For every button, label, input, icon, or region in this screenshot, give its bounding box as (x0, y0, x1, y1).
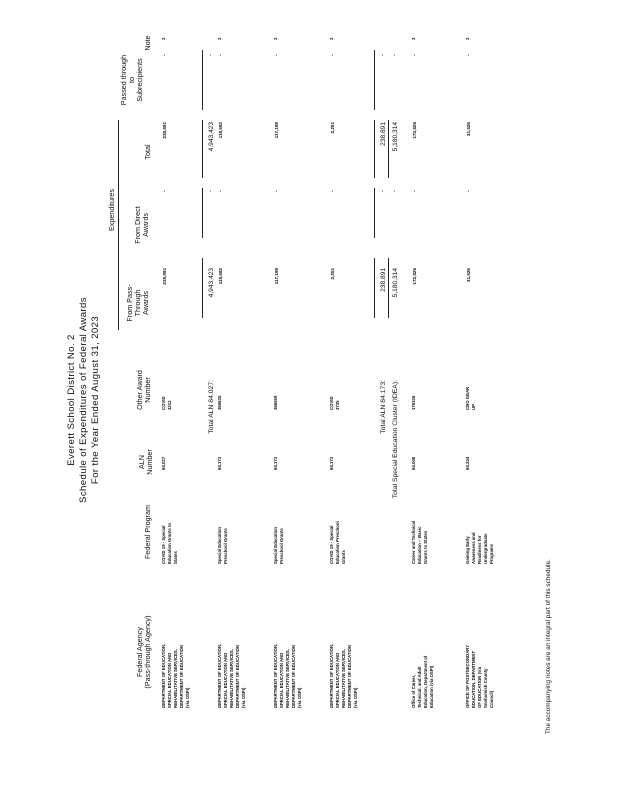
row-award-line: UP (471, 404, 476, 410)
row-agency-line: Education, Department of (423, 655, 428, 708)
col-aln-line2: Number (145, 449, 154, 475)
row-total-amount: 31,526 (466, 122, 471, 137)
total-84173-total: 238,891 (380, 122, 387, 146)
row-agency-line: DEPARTMENT OF EDUCATION (347, 644, 352, 708)
row-agency-line: REHABILITATIVE SERVICES, (173, 649, 178, 708)
row-program-line: COVID 19 - Special (161, 525, 166, 564)
total-84173-sub: - (380, 54, 386, 56)
row-total-amount: 238,891 (162, 122, 167, 139)
col-direct (134, 190, 150, 260)
row-subrecipient-amount: - (466, 54, 472, 56)
row-pass-amount: 238,891 (162, 268, 167, 285)
title-line-2: Schedule of Expenditures of Federal Awards (78, 297, 89, 503)
row-award-line: 365635 (217, 395, 222, 410)
col-award-line1: Other Award (135, 370, 144, 410)
row-total-amount: 118,682 (218, 122, 223, 139)
row-note: 3 (273, 37, 278, 40)
row-note: 3 (465, 37, 470, 40)
total-84173-rule-pass (374, 258, 375, 318)
col-sub-line2: to (127, 77, 136, 83)
total-84027-sub: - (208, 54, 214, 56)
row-agency-line: OF EDUCATION (via (477, 667, 482, 708)
col-award (136, 350, 152, 430)
total-84027-pass: 4,943,423 (208, 268, 215, 298)
row-program-line: COVID 19 - Special (329, 525, 334, 564)
row-agency-line: OFFICE OF POSTSECONDARY (465, 644, 470, 708)
row-program-line: Education -- Basic (417, 526, 422, 564)
total-cluster-pass: 5,180,314 (392, 268, 399, 298)
row-program-line: Preschool Grants (223, 528, 228, 564)
row-agency-line: SPECIAL EDUCATION AND (223, 652, 228, 708)
row-total-amount: 117,198 (274, 122, 279, 139)
row-program-line: Undergraduate (483, 533, 488, 564)
row-pass-amount: 2,251 (330, 268, 335, 280)
row-subrecipient-amount: - (218, 54, 224, 56)
row-aln: 84.027 (161, 456, 166, 470)
row-agency-line: Snohomish County (483, 668, 488, 708)
total-84027-label: Total ALN 84.027: (208, 380, 215, 434)
row-award-line: 3735 (335, 400, 340, 410)
col-sub-line3: Subrecipients (135, 58, 144, 102)
col-note: Note (143, 35, 152, 51)
col-pass-line1: From Pass- (125, 284, 134, 322)
title-line-3: For the Year Ended August 31, 2023 (90, 315, 101, 485)
col-agency (136, 602, 152, 702)
row-program-line: Education Preschool (335, 521, 340, 564)
row-program-line: Grants (341, 550, 346, 564)
col-pass (126, 268, 150, 338)
row-agency-line: DEPARTMENT OF EDUCATION, (217, 643, 222, 708)
row-agency-line: DEPARTMENT OF EDUCATION, (329, 643, 334, 708)
row-agency-line: DEPARTMENT OF EDUCATION (291, 644, 296, 708)
row-program-line: Programs (489, 543, 494, 564)
row-agency-line: (via OSPI) (185, 687, 190, 708)
row-agency-line: Technical, and Adult (417, 666, 422, 708)
row-note: 3 (411, 37, 416, 40)
total-cluster-label: Total Special Education Cluster (IDEA): (392, 380, 399, 499)
row-direct-amount: - (330, 190, 336, 192)
total-84173-label: Total ALN 84.173: (380, 380, 387, 434)
total-84173-rule-total (374, 120, 375, 178)
expenditures-header: Expenditures (107, 189, 116, 231)
total-84173-pass: 238,891 (380, 268, 387, 292)
row-agency-line: Office of Career, (411, 674, 416, 708)
row-aln: 84.334 (465, 456, 470, 470)
row-direct-amount: - (466, 190, 472, 192)
row-program-line: Gaining Early (465, 536, 470, 564)
row-aln: 84.173 (217, 456, 222, 470)
row-pass-amount: 118,682 (218, 268, 223, 285)
row-program-line: Awareness and (471, 532, 476, 564)
row-program-line: Special Education (217, 526, 222, 564)
total-84027-rule-sub (202, 50, 203, 110)
col-pass-line3: Awards (141, 291, 150, 315)
row-direct-amount: - (162, 190, 168, 192)
row-aln: 84.048 (411, 456, 416, 470)
row-subrecipient-amount: - (162, 54, 168, 56)
row-total-amount: 172,826 (412, 122, 417, 139)
row-total-amount: 2,251 (330, 122, 335, 134)
row-note: 3 (217, 37, 222, 40)
col-sub (120, 40, 144, 120)
col-award-line2: Number (143, 377, 152, 403)
col-aln (138, 432, 154, 492)
row-agency-line: Education (via OSPI) (429, 665, 434, 708)
row-note: 3 (329, 37, 334, 40)
col-agency-line2: (Pass-through Agency) (143, 615, 152, 689)
col-pass-line2: Through (133, 289, 142, 317)
row-agency-line: DEPARTMENT OF EDUCATION (235, 644, 240, 708)
total-84027-rule-total (202, 120, 203, 178)
row-agency-line: (via OSPI) (297, 687, 302, 708)
row-pass-amount: 31,526 (466, 268, 471, 283)
row-direct-amount: - (274, 190, 280, 192)
row-direct-amount: - (218, 190, 224, 192)
col-program: Federal Program (143, 505, 152, 559)
col-direct-line2: Awards (141, 213, 150, 237)
footnote: The accompanying notes are an integral part of this schedule. (545, 559, 552, 734)
row-agency-line: REHABILITATIVE SERVICES, (341, 649, 346, 708)
row-agency-line: SPECIAL EDUCATION AND (279, 652, 284, 708)
row-program-line: Preschool Grants (279, 528, 284, 564)
row-award-line: CBO GEAR (465, 386, 470, 410)
row-agency-line: Council) (489, 690, 494, 708)
row-award-line: 3212 (167, 400, 172, 410)
total-cluster-rule-total (388, 120, 389, 178)
col-total: Total (143, 144, 152, 160)
total-84027-total: 4,943,423 (208, 122, 215, 152)
row-award-line: 366559 (273, 395, 278, 410)
row-direct-amount: - (412, 190, 418, 192)
total-84173-rule-direct (374, 188, 375, 238)
row-aln: 84.173 (329, 456, 334, 470)
total-cluster-total: 5,180,314 (392, 122, 399, 152)
row-pass-amount: 117,198 (274, 268, 279, 285)
total-cluster-rule-pass (388, 258, 389, 318)
row-note: 3 (161, 37, 166, 40)
row-subrecipient-amount: - (412, 54, 418, 56)
total-84173-direct: - (380, 190, 386, 192)
row-agency-line: (via OSPI) (241, 687, 246, 708)
col-direct-line1: From Direct (133, 206, 142, 244)
total-84027-rule-pass (202, 258, 203, 318)
total-84027-direct: - (208, 190, 214, 192)
row-agency-line: REHABILITATIVE SERVICES, (285, 649, 290, 708)
title-line-1: Everett School District No. 2 (66, 334, 77, 466)
row-agency-line: DEPARTMENT OF EDUCATION, (273, 643, 278, 708)
row-pass-amount: 172,826 (412, 268, 417, 285)
total-cluster-direct: - (392, 190, 398, 192)
row-subrecipient-amount: - (274, 54, 280, 56)
row-award-line: COVID (161, 396, 166, 410)
row-agency-line: SPECIAL EDUCATION AND (335, 652, 340, 708)
total-cluster-sub: - (392, 54, 398, 56)
row-subrecipient-amount: - (330, 54, 336, 56)
row-award-line: 176326 (411, 395, 416, 410)
row-aln: 84.173 (273, 456, 278, 470)
row-program-line: Grants to States (423, 530, 428, 564)
col-sub-line1: Passed through (119, 54, 128, 106)
row-program-line: Readiness for (477, 535, 482, 564)
expenditures-rule (118, 120, 119, 330)
row-award-line: COVID (329, 396, 334, 410)
col-agency-line1: Federal Agency (135, 627, 144, 677)
row-program-line: States (173, 551, 178, 564)
row-agency-line: REHABILITATIVE SERVICES, (229, 649, 234, 708)
row-agency-line: DEPARTMENT OF EDUCATION, (161, 643, 166, 708)
row-agency-line: EDUCATION, DEPARTMENT (471, 650, 476, 708)
col-aln-line1: ALN (137, 455, 146, 469)
row-agency-line: (via OSPI) (353, 687, 358, 708)
row-program-line: Special Education (273, 526, 278, 564)
row-program-line: Career and Technical (411, 520, 416, 564)
row-agency-line: DEPARTMENT OF EDUCATION (179, 644, 184, 708)
total-84173-rule-sub (374, 50, 375, 110)
total-84027-rule-direct (202, 188, 203, 238)
row-program-line: Education Grants to (167, 522, 172, 564)
row-agency-line: SPECIAL EDUCATION AND (167, 652, 172, 708)
